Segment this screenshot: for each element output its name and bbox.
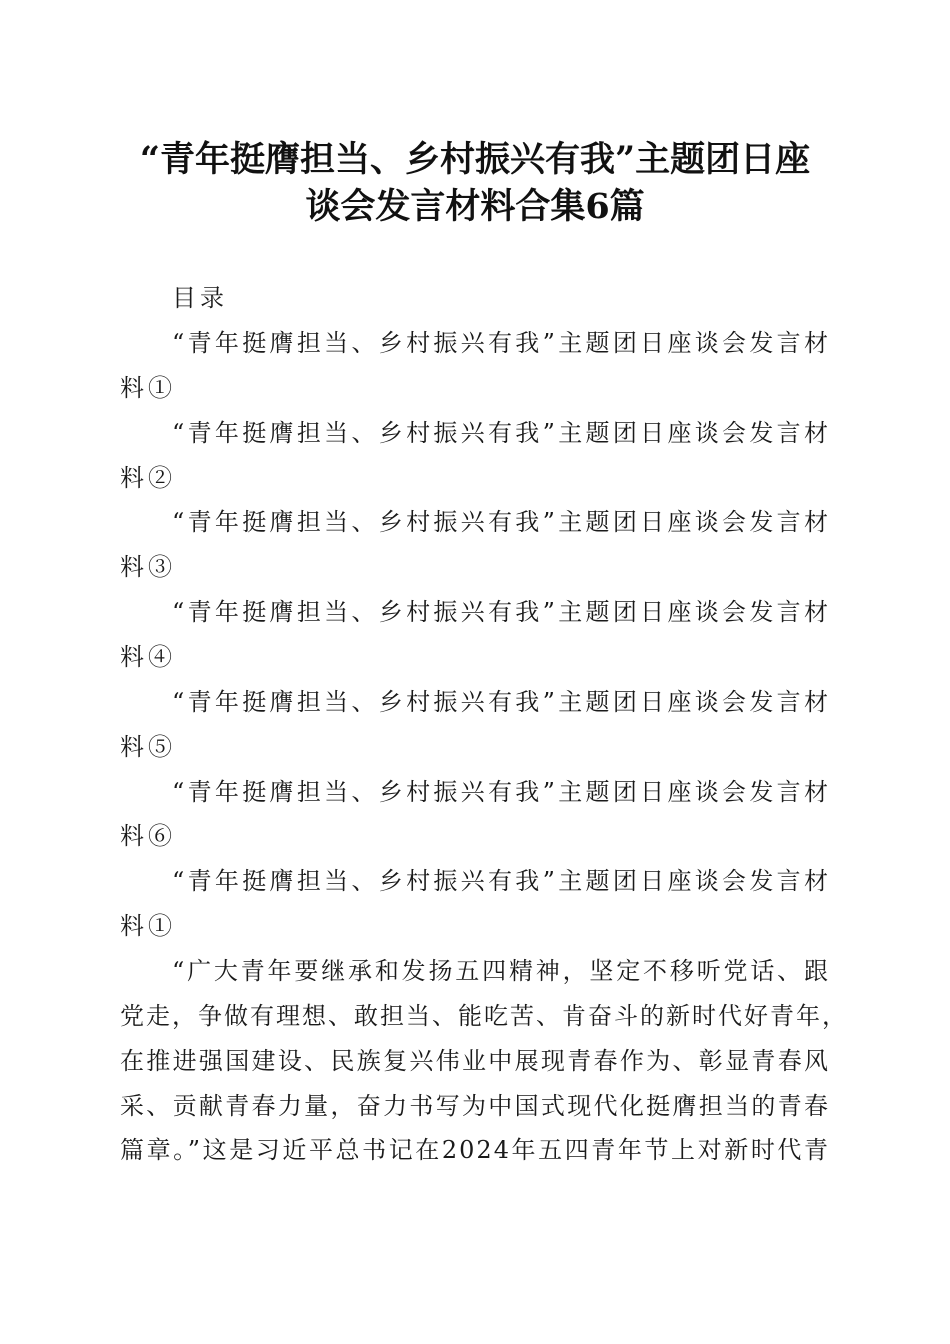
document-title-line-2: 谈会发言材料合集6篇 [305, 186, 645, 227]
toc-item-6-line-2: 料⑥ [120, 822, 176, 850]
toc-item-2-line-1: “青年挺膺担当、乡村振兴有我”主题团日座谈会发言材 [172, 419, 830, 447]
toc-item-3-line-2: 料③ [120, 553, 176, 581]
paragraph-line-1: “广大青年要继承和发扬五四精神，坚定不移听党话、跟 [172, 957, 830, 985]
toc-item-4-line-2: 料④ [120, 643, 176, 671]
toc-item-5-line-2: 料⑤ [120, 733, 176, 761]
toc-item-5-line-1: “青年挺膺担当、乡村振兴有我”主题团日座谈会发言材 [172, 688, 830, 716]
toc-item-1-line-1: “青年挺膺担当、乡村振兴有我”主题团日座谈会发言材 [172, 329, 830, 357]
toc-item-2-line-2: 料② [120, 464, 176, 492]
paragraph-line-3: 在推进强国建设、民族复兴伟业中展现青春作为、彰显青春风 [120, 1047, 830, 1075]
toc-heading: 目录 [172, 284, 228, 312]
document-title-line-1: “青年挺膺担当、乡村振兴有我”主题团日座 [139, 139, 811, 180]
section-heading-line-1: “青年挺膺担当、乡村振兴有我”主题团日座谈会发言材 [172, 867, 830, 895]
toc-item-6-line-1: “青年挺膺担当、乡村振兴有我”主题团日座谈会发言材 [172, 778, 830, 806]
paragraph-line-4: 采、贡献青春力量，奋力书写为中国式现代化挺膺担当的青春 [120, 1092, 830, 1120]
paragraph-line-2: 党走，争做有理想、敢担当、能吃苦、肯奋斗的新时代好青年， [120, 1002, 848, 1030]
toc-item-4-line-1: “青年挺膺担当、乡村振兴有我”主题团日座谈会发言材 [172, 598, 830, 626]
toc-item-3-line-1: “青年挺膺担当、乡村振兴有我”主题团日座谈会发言材 [172, 508, 830, 536]
toc-item-1-line-2: 料① [120, 374, 176, 402]
section-heading-line-2: 料① [120, 912, 176, 940]
paragraph-line-5: 篇章。”这是习近平总书记在2024年五四青年节上对新时代青 [120, 1136, 830, 1164]
